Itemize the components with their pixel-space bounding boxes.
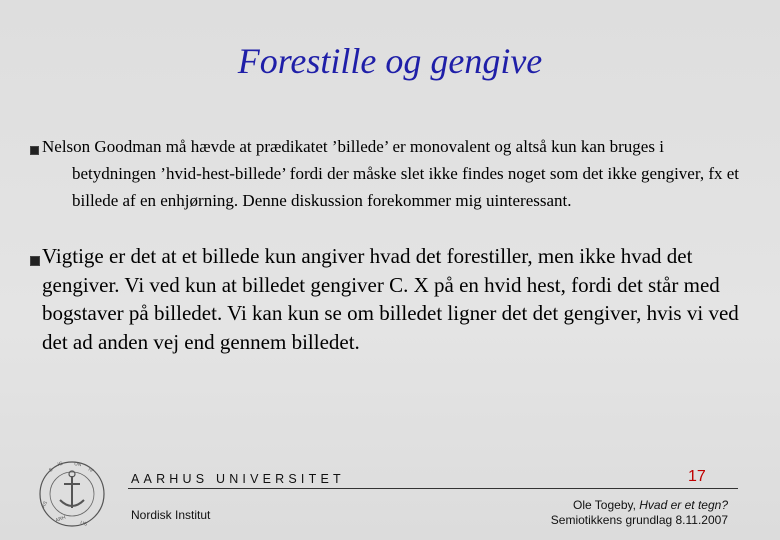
slide-title: Forestille og gengive — [237, 41, 543, 81]
author-line — [551, 498, 728, 513]
author-info — [551, 498, 728, 528]
square-bullet-icon — [30, 133, 42, 214]
bullet-item-1 — [30, 133, 750, 214]
bullet-text-1: Nelson Goodman må hævde at prædikatet ’billede’ er monovalent og altså kun kan bruges i betydningen ’hvid-hest-billede’ fordi der måske slet ikke findes noget som det ikke gengiver, fx et billede af en enhjørning. Denne diskussion forekommer mig uinteressant. — [42, 137, 740, 210]
svg-text:UN: UN — [73, 461, 82, 469]
svg-text:IG: IG — [56, 460, 64, 468]
svg-text:S: S — [48, 466, 54, 474]
page-number: 17 — [688, 468, 706, 485]
footer-divider — [128, 488, 738, 489]
bullet-item-2 — [30, 242, 750, 356]
university-name: AARHUS UNIVERSITET — [131, 472, 345, 486]
svg-text:AS: AS — [40, 500, 50, 509]
svg-text:ARH: ARH — [54, 514, 67, 524]
svg-text:US: US — [79, 520, 88, 528]
bullet-text-2: Vigtige er det at et billede kun angiver hvad det forestiller, men ikke hvad det gengiver. Vi ved kun at billedet gengiver C. X på en hvid hest, fordi det står med bogstaver på billedet. Vi kan kun se om billedet ligner det det gengiver, hvis vi ved det ad anden vej end gennem billedet. — [42, 244, 739, 354]
event-line: Semiotikkens grundlag 8.11.2007 — [550, 513, 728, 527]
talk-title: Hvad er et tegn? — [639, 498, 728, 512]
institute-name: Nordisk Institut — [131, 508, 211, 522]
svg-text:IV: IV — [87, 466, 95, 475]
author-name: Ole Togeby, — [573, 498, 640, 512]
university-seal-logo — [36, 458, 116, 528]
